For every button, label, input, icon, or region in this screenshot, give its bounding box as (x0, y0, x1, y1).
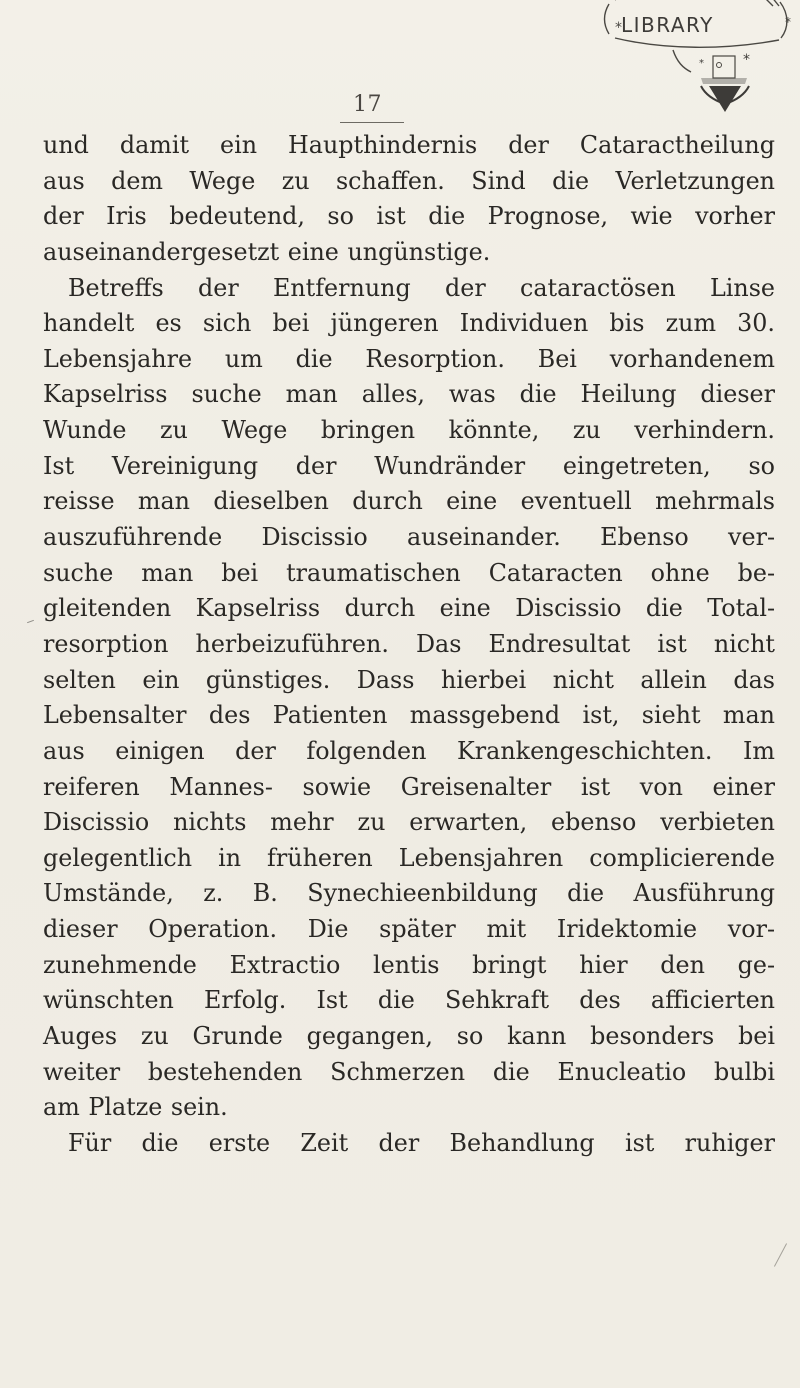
text-line: gleitenden Kapselriss durch eine Discissio die Total- (43, 594, 775, 623)
text-line: weiter bestehenden Schmerzen die Enucleatio bulbi (43, 1057, 775, 1086)
text-line: Lebensalter des Patienten massgebend ist, sieht man (43, 701, 775, 730)
text-line: Wunde zu Wege bringen könnte, zu verhindern. (43, 416, 775, 445)
library-stamp (575, 0, 800, 119)
text-line: und damit ein Haupthindernis der Cataractheilung (43, 131, 775, 159)
text-line: Umstände, z. B. Synechieenbildung die Ausführung (43, 879, 775, 908)
text-line: gelegentlich in früheren Lebensjahren complicierende (43, 843, 775, 872)
text-line: resorption herbeizuführen. Das Endresultat ist nicht (43, 629, 775, 658)
library-stamp-icon (575, 0, 800, 119)
text-line: handelt es sich bei jüngeren Individuen bis zum 30. (43, 309, 775, 338)
text-line: selten ein günstiges. Dass hierbei nicht allein das (43, 665, 775, 694)
page-smudge (774, 1243, 787, 1266)
svg-text:*: * (743, 52, 750, 68)
margin-mark (27, 620, 34, 623)
text-line: wünschten Erfolg. Ist die Sehkraft des afficierten (43, 986, 775, 1015)
text-line: reisse man dieselben durch eine eventuell mehrmals (43, 487, 775, 516)
text-line: Ist Vereinigung der Wundränder eingetreten, so (43, 451, 775, 480)
text-line: zunehmende Extractio lentis bringt hier den ge- (43, 950, 775, 979)
page-number-rule (340, 122, 404, 123)
text-line: am Platze sein. (43, 1093, 228, 1122)
text-line: aus einigen der folgenden Krankengeschichten. Im (43, 736, 775, 765)
text-line: Kapselriss suche man alles, was die Heilung dieser (43, 380, 775, 409)
text-line: auseinandergesetzt eine ungünstige. (43, 237, 491, 266)
text-line: Für die erste Zeit der Behandlung ist ruhiger (68, 1128, 775, 1157)
text-line: Betreffs der Entfernung der cataractösen Linse (68, 273, 775, 302)
text-line: suche man bei traumatischen Cataracten ohne be- (43, 558, 775, 587)
svg-text:*: * (785, 15, 791, 29)
text-line: dieser Operation. Die später mit Iridektomie vor- (43, 915, 775, 944)
svg-text:*: * (699, 58, 704, 69)
text-line: Lebensjahre um die Resorption. Bei vorhandenem (43, 344, 775, 373)
body-text (43, 128, 775, 1162)
text-line: auszuführende Discissio auseinander. Ebenso ver- (43, 523, 775, 552)
stamp-text: LIBRARY (621, 13, 714, 37)
text-line: Auges zu Grunde gegangen, so kann besonders bei (43, 1022, 775, 1051)
text-line: aus dem Wege zu schaffen. Sind die Verletzungen (43, 166, 775, 195)
text-line: reiferen Mannes- sowie Greisenalter ist von einer (43, 772, 775, 801)
text-line: Discissio nichts mehr zu erwarten, ebenso verbieten (43, 808, 775, 837)
svg-text:*: * (615, 20, 622, 36)
page-number: 17 (353, 92, 382, 117)
text-line: der Iris bedeutend, so ist die Prognose, wie vorher (43, 202, 775, 231)
